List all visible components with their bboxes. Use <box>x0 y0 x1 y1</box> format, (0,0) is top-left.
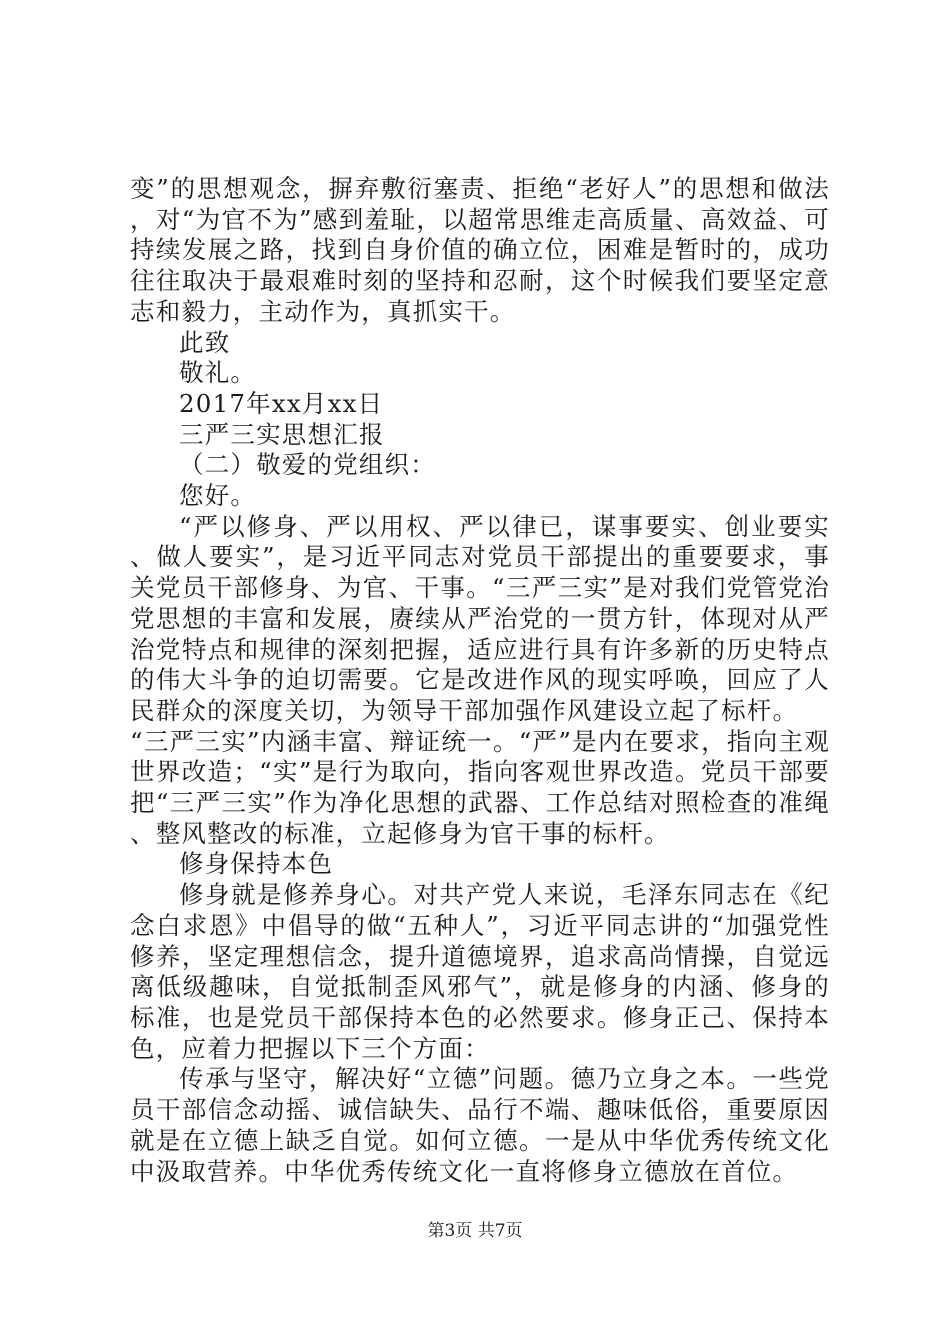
closing-salutation: 此致 <box>179 327 231 357</box>
subheading-self-cultivation: 修身保持本色 <box>179 849 334 879</box>
paragraph-connotation: “三严三实”内涵丰富、辩证统一。“严”是内在要求，指向主观世界改造；“实”是行为取向，指向客观世界改造。党员干部要把“三严三实”作为净化思想的武器、工作总结对照检查的准绳、整风整改的标准，立起修身为官干事的标杆。 <box>130 726 830 848</box>
paragraph-morality: 传承与坚守，解决好“立德”问题。德乃立身之本。一些党员干部信念动摇、诚信缺失、品行不端、趣味低俗，重要原因就是在立德上缺乏自觉。如何立德。一是从中华优秀传统文化中汲取营养。中华优秀传统文化一直将修身立德放在首位。 <box>130 1064 830 1186</box>
section-title: 三严三实思想汇报 <box>179 419 385 449</box>
letter-date: 2017年xx月xx日 <box>179 388 384 418</box>
paragraph-self-cultivation: 修身就是修养身心。对共产党人来说，毛泽东同志在《纪念白求恩》中倡导的做“五种人”，习近平同志讲的“加强党性修养，坚定理想信念，提升道德境界，追求高尚情操，自觉远离低级趣味，自觉抵制歪风邪气”，就是修身的内涵、修身的标准，也是党员干部保持本色的必然要求。修身正己、保持本色，应着力把握以下三个方面： <box>130 880 830 1063</box>
letter-addressee: （二）敬爱的党组织： <box>179 450 436 480</box>
letter-greeting: 您好。 <box>179 481 257 511</box>
page-number-footer: 第3页 共7页 <box>427 1221 523 1241</box>
paragraph-intro: “严以修身、严以用权、严以律已，谋事要实、创业要实、做人要实”，是习近平同志对党员干部提出的重要要求，事关党员干部修身、为官、干事。“三严三实”是对我们党管党治党思想的丰富和发展，赓续从严治党的一贯方针，体现对从严治党特点和规律的深刻把握，适应进行具有许多新的历史特点的伟大斗争的迫切需要。它是改进作风的现实呼唤，回应了人民群众的深度关切，为领导干部加强作风建设立起了标杆。 <box>130 511 830 725</box>
document-body <box>130 174 830 1187</box>
closing-regards: 敬礼。 <box>179 358 257 388</box>
paragraph-continuation: 变”的思想观念，摒弃敷衍塞责、拒绝“老好人”的思想和做法，对“为官不为”感到羞耻，以超常思维走高质量、高效益、可持续发展之路，找到自身价值的确立位，困难是暂时的，成功往往取决于最艰难时刻的坚持和忍耐，这个时候我们要坚定意志和毅力，主动作为，真抓实干。 <box>130 174 830 326</box>
